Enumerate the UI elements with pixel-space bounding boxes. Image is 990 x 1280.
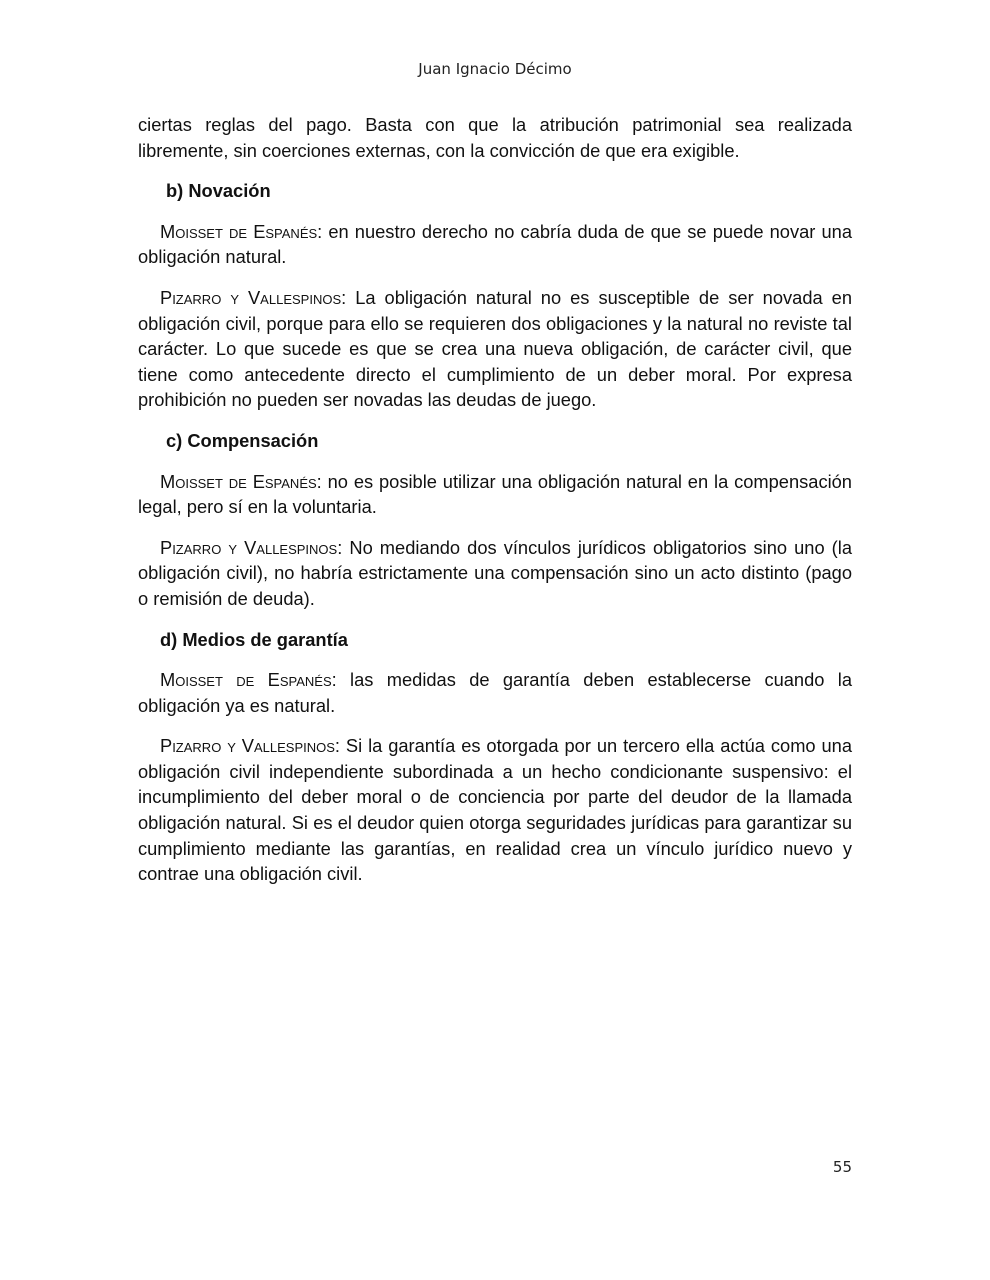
author-name: Pizarro y Vallespinos (160, 735, 335, 757)
paragraph (138, 733, 852, 887)
paragraph (138, 535, 852, 612)
paragraph (138, 667, 852, 718)
paragraph-text: : La obligación natural no es susceptible de ser novada en obligación civil, porque para ello se requieren dos obligaciones y la natural no reviste tal carácter. Lo que sucede es que se crea una nueva obligación, de carácter civil, que tiene como antecedente directo el cumplimiento de un deber moral. Por expresa prohibición no pueden ser novadas las deudas de juego. (138, 286, 852, 411)
page-body (138, 112, 852, 902)
paragraph-text: : las medidas de garantía deben establecerse cuando la obligación ya es natural. (138, 669, 852, 716)
section-heading-medios-de-garantia: d) Medios de garantía (160, 628, 348, 650)
intro-paragraph: ciertas reglas del pago. Basta con que la atribución patrimonial sea realizada libremente, sin coerciones externas, con la convicción de que era exigible. (138, 114, 852, 161)
paragraph-text: : en nuestro derecho no cabría duda de que se puede novar una obligación natural. (138, 220, 852, 268)
running-header: Juan Ignacio Décimo (418, 60, 572, 78)
author-name: Moisset de Espanés (160, 669, 332, 691)
paragraph-text: : No mediando dos vínculos jurídicos obligatorios sino uno (la obligación civil), no habría estrictamente una compensación sino un acto distinto (pago o remisión de deuda). (138, 536, 852, 609)
paragraph-text: : no es posible utilizar una obligación natural en la compensación legal, pero sí en la voluntaria. (138, 470, 852, 518)
section-heading-novacion: b) Novación (166, 180, 271, 202)
section-heading-compensacion: c) Compensación (166, 429, 319, 451)
author-name: Moisset de Espanés (160, 220, 318, 242)
author-name: Pizarro y Vallespinos (160, 536, 338, 558)
paragraph (138, 285, 852, 413)
paragraph (138, 469, 852, 520)
paragraph (138, 219, 852, 270)
author-name: Pizarro y Vallespinos (160, 286, 342, 308)
author-name: Moisset de Espanés (160, 470, 317, 492)
paragraph-text: : Si la garantía es otorgada por un tercero ella actúa como una obligación civil independiente subordinada a un hecho condicionante suspensivo: el incumplimiento del deber moral o de conciencia por parte del deudor de la llamada obligación natural. Si es el deudor quien otorga seguridades jurídicas para garantizar su cumplimiento mediante las garantías, en realidad crea un vínculo jurídico nuevo y contrae una obligación civil. (138, 735, 852, 885)
page-number: 55 (832, 1158, 852, 1176)
